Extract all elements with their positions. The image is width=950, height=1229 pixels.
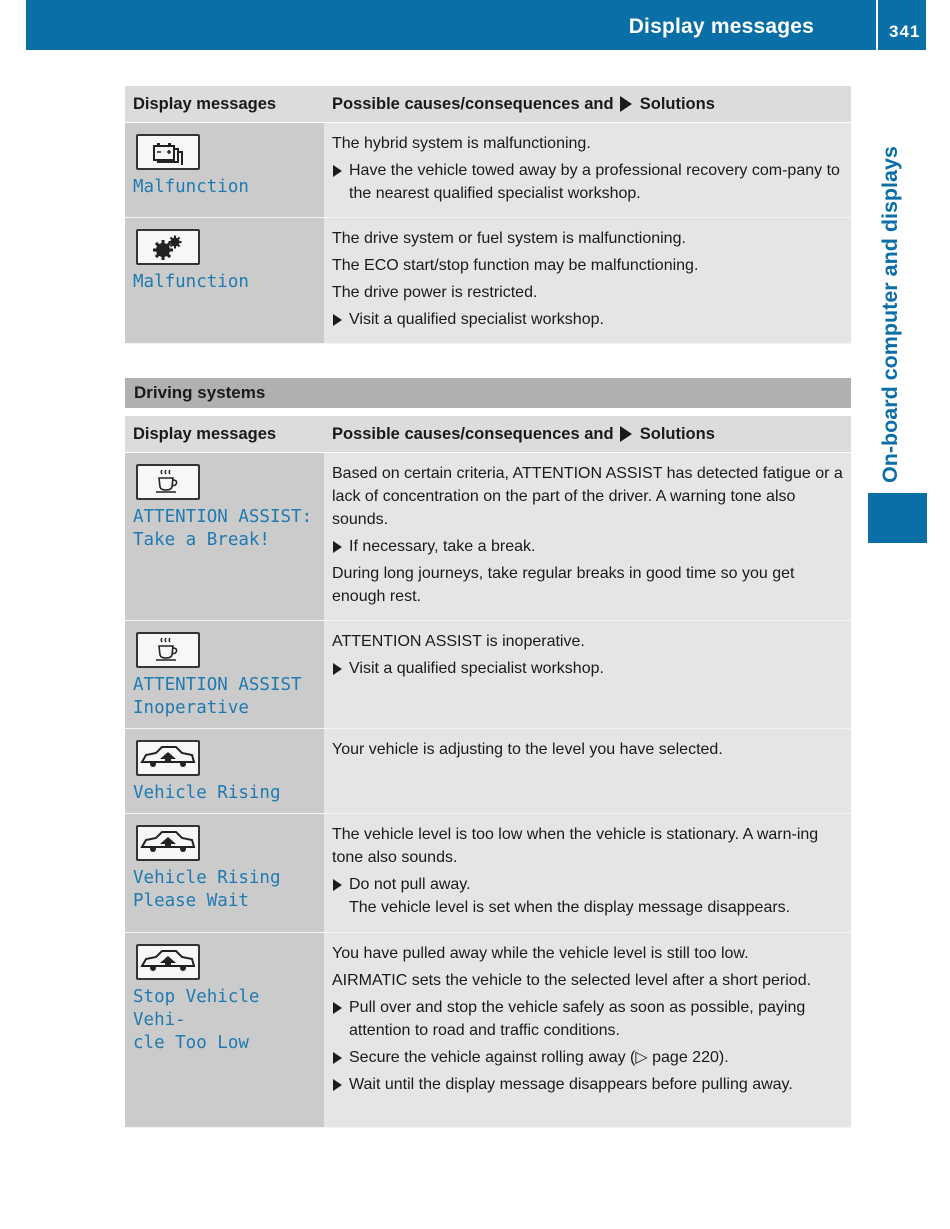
message-cell bbox=[125, 814, 324, 933]
cause-text: AIRMATIC sets the vehicle to the selected level after a short period. bbox=[332, 972, 812, 989]
cause-text: The hybrid system is malfunctioning. bbox=[332, 135, 591, 152]
solution-cell bbox=[324, 621, 851, 729]
display-messages-table-2 bbox=[125, 416, 851, 1128]
cause-text: The ECO start/stop function may be malfunctioning. bbox=[332, 257, 699, 274]
table-header-row bbox=[125, 416, 851, 453]
solution-step: If necessary, take a break. bbox=[332, 535, 843, 558]
solution-step: Visit a qualified specialist workshop. bbox=[332, 657, 843, 680]
display-message-text: Vehicle Rising bbox=[133, 868, 281, 888]
message-cell bbox=[125, 218, 324, 344]
solution-step: Visit a qualified specialist workshop. bbox=[332, 308, 843, 331]
cause-text: The drive system or fuel system is malfunctioning. bbox=[332, 230, 686, 247]
header-bar bbox=[26, 0, 926, 50]
column-header-display-messages: Display messages bbox=[125, 416, 324, 453]
solution-arrow-icon bbox=[620, 426, 632, 442]
solution-cell bbox=[324, 933, 851, 1128]
display-message-text: Malfunction bbox=[133, 272, 249, 292]
coffee-cup-icon bbox=[136, 464, 200, 500]
solution-step: Pull over and stop the vehicle safely as soon as possible, paying attention to road and traffic conditions. bbox=[332, 996, 843, 1042]
vehicle-level-icon bbox=[136, 944, 200, 980]
solution-cell bbox=[324, 218, 851, 344]
chapter-tab-title: On-board computer and displays bbox=[878, 146, 902, 483]
table-row bbox=[125, 814, 851, 933]
vehicle-level-icon bbox=[136, 825, 200, 861]
solution-step: Secure the vehicle against rolling away (▷ page 220). bbox=[332, 1046, 843, 1069]
message-cell bbox=[125, 123, 324, 218]
display-message-text: ATTENTION ASSIST: bbox=[133, 507, 313, 527]
cause-text: You have pulled away while the vehicle level is still too low. bbox=[332, 945, 749, 962]
column-header-display-messages: Display messages bbox=[125, 86, 324, 123]
header-divider bbox=[876, 0, 878, 50]
vehicle-level-icon bbox=[136, 740, 200, 776]
display-message-text: Malfunction bbox=[133, 177, 249, 197]
display-message-text: Take a Break! bbox=[133, 530, 270, 550]
table-row bbox=[125, 933, 851, 1128]
cause-text: The vehicle level is too low when the vehicle is stationary. A warn-ing tone also sounds. bbox=[332, 826, 819, 866]
table-row bbox=[125, 218, 851, 344]
cause-text: Your vehicle is adjusting to the level you have selected. bbox=[332, 741, 723, 758]
cause-text: The drive power is restricted. bbox=[332, 284, 538, 301]
gears-icon bbox=[136, 229, 200, 265]
table-row bbox=[125, 453, 851, 621]
page-title: Display messages bbox=[628, 15, 814, 38]
column-header-causes: Possible causes/consequences and Solutions bbox=[324, 416, 851, 453]
message-cell bbox=[125, 933, 324, 1128]
chapter-tab-marker bbox=[868, 493, 927, 543]
table-row bbox=[125, 729, 851, 814]
display-message-text: cle Too Low bbox=[133, 1033, 249, 1053]
solution-arrow-icon bbox=[620, 96, 632, 112]
table-row bbox=[125, 123, 851, 218]
display-message-text: Vehicle Rising bbox=[133, 783, 281, 803]
cause-text: ATTENTION ASSIST is inoperative. bbox=[332, 633, 585, 650]
message-cell bbox=[125, 621, 324, 729]
table-row bbox=[125, 621, 851, 729]
display-message-text: ATTENTION ASSIST bbox=[133, 675, 302, 695]
message-cell bbox=[125, 729, 324, 814]
display-message-text: Please Wait bbox=[133, 891, 249, 911]
section-heading: Driving systems bbox=[125, 378, 851, 408]
cause-text: During long journeys, take regular breaks in good time so you get enough rest. bbox=[332, 565, 795, 605]
solution-cell bbox=[324, 814, 851, 933]
column-header-causes: Possible causes/consequences and Solutions bbox=[324, 86, 851, 123]
hybrid-battery-icon bbox=[136, 134, 200, 170]
display-messages-table-1 bbox=[125, 86, 851, 344]
message-cell bbox=[125, 453, 324, 621]
table-header-row bbox=[125, 86, 851, 123]
coffee-cup-icon bbox=[136, 632, 200, 668]
display-message-text: Stop Vehicle Vehi- bbox=[133, 987, 260, 1030]
solution-step-continuation: The vehicle level is set when the display message disappears. bbox=[349, 899, 791, 916]
solution-step: Wait until the display message disappears before pulling away. bbox=[332, 1073, 843, 1096]
page-number: 341 bbox=[889, 22, 921, 41]
solution-step: Have the vehicle towed away by a professional recovery com-pany to the nearest qualified specialist workshop. bbox=[332, 159, 843, 205]
solution-step: Do not pull away. bbox=[332, 873, 843, 896]
solution-cell bbox=[324, 729, 851, 814]
display-message-text: Inoperative bbox=[133, 698, 249, 718]
solution-cell bbox=[324, 123, 851, 218]
solution-cell bbox=[324, 453, 851, 621]
cause-text: Based on certain criteria, ATTENTION ASSIST has detected fatigue or a lack of concentration on the part of the driver. A warning tone also sounds. bbox=[332, 465, 843, 528]
